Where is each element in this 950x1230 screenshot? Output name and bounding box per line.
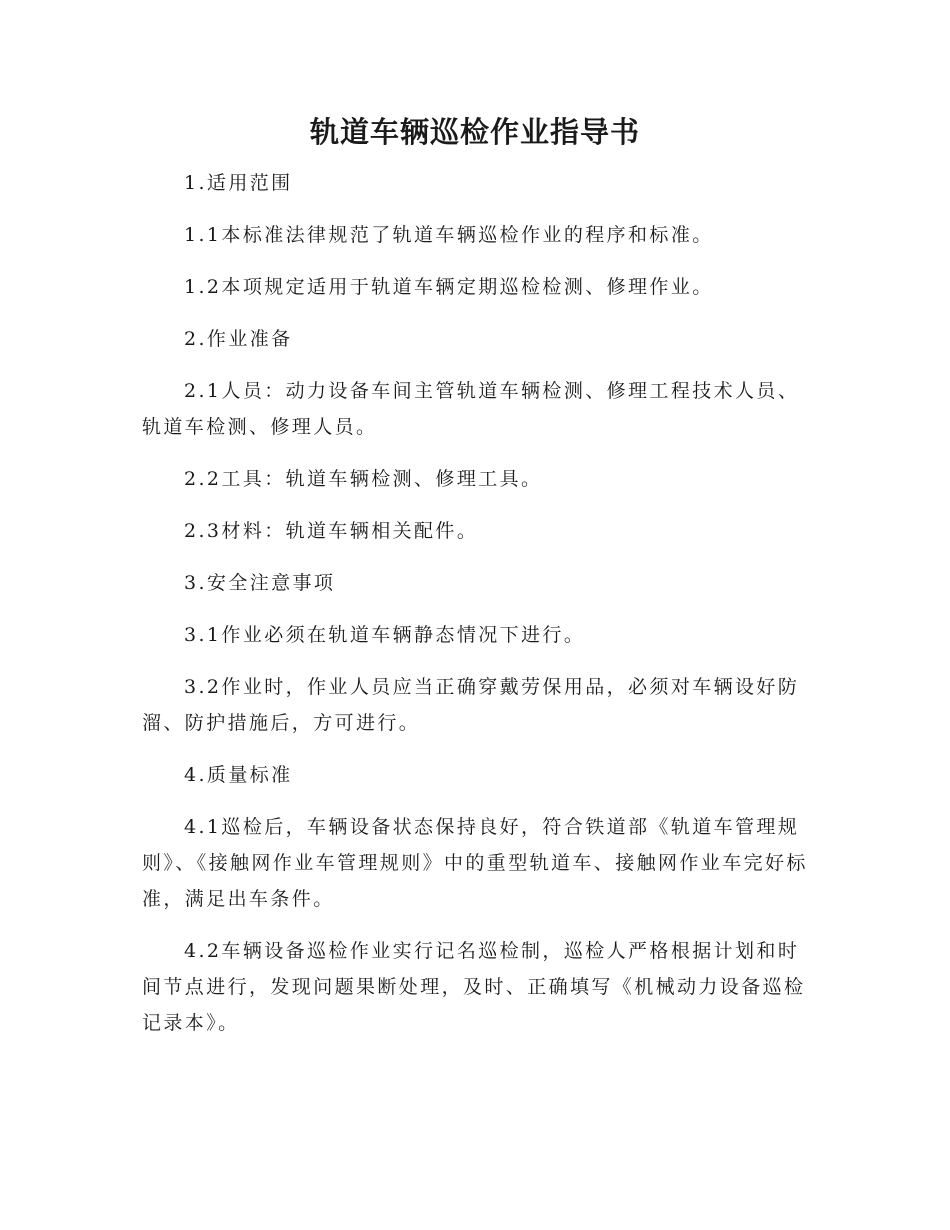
- paragraph-safety-heading: 3.安全注意事项: [184, 572, 336, 594]
- paragraph-scope-heading: 1.适用范围: [184, 172, 293, 194]
- paragraph-quality-heading: 4.质量标准: [184, 764, 293, 786]
- paragraph-2-2: 2.2工具：轨道车辆检测、修理工具。: [184, 468, 543, 490]
- paragraph-2-3: 2.3材料：轨道车辆相关配件。: [184, 520, 479, 542]
- document-title: 轨道车辆巡检作业指导书: [309, 115, 640, 149]
- paragraph-1-2: 1.2本项规定适用于轨道车辆定期巡检检测、修理作业。: [184, 276, 714, 298]
- paragraph-3-1: 3.1作业必须在轨道车辆静态情况下进行。: [184, 624, 586, 646]
- document-body: [142, 165, 812, 1057]
- paragraph-2-1: 2.1人员：动力设备车间主管轨道车辆检测、修理工程技术人员、轨道车检测、修理人员。: [142, 380, 800, 438]
- paragraph-4-1: 4.1巡检后，车辆设备状态保持良好，符合铁道部《轨道车管理规则》、《接触网作业车管理规则》中的重型轨道车、接触网作业车完好标准，满足出车条件。: [142, 816, 808, 910]
- paragraph-4-2: 4.2车辆设备巡检作业实行记名巡检制，巡检人严格根据计划和时间节点进行，发现问题果断处理，及时、正确填写《机械动力设备巡检记录本》。: [142, 940, 806, 1034]
- paragraph-preparation-heading: 2.作业准备: [184, 328, 293, 350]
- paragraph-1-1: 1.1本标准法律规范了轨道车辆巡检作业的程序和标准。: [184, 224, 714, 246]
- paragraph-3-2: 3.2作业时，作业人员应当正确穿戴劳保用品，必须对车辆设好防溜、防护措施后，方可进行。: [142, 676, 800, 734]
